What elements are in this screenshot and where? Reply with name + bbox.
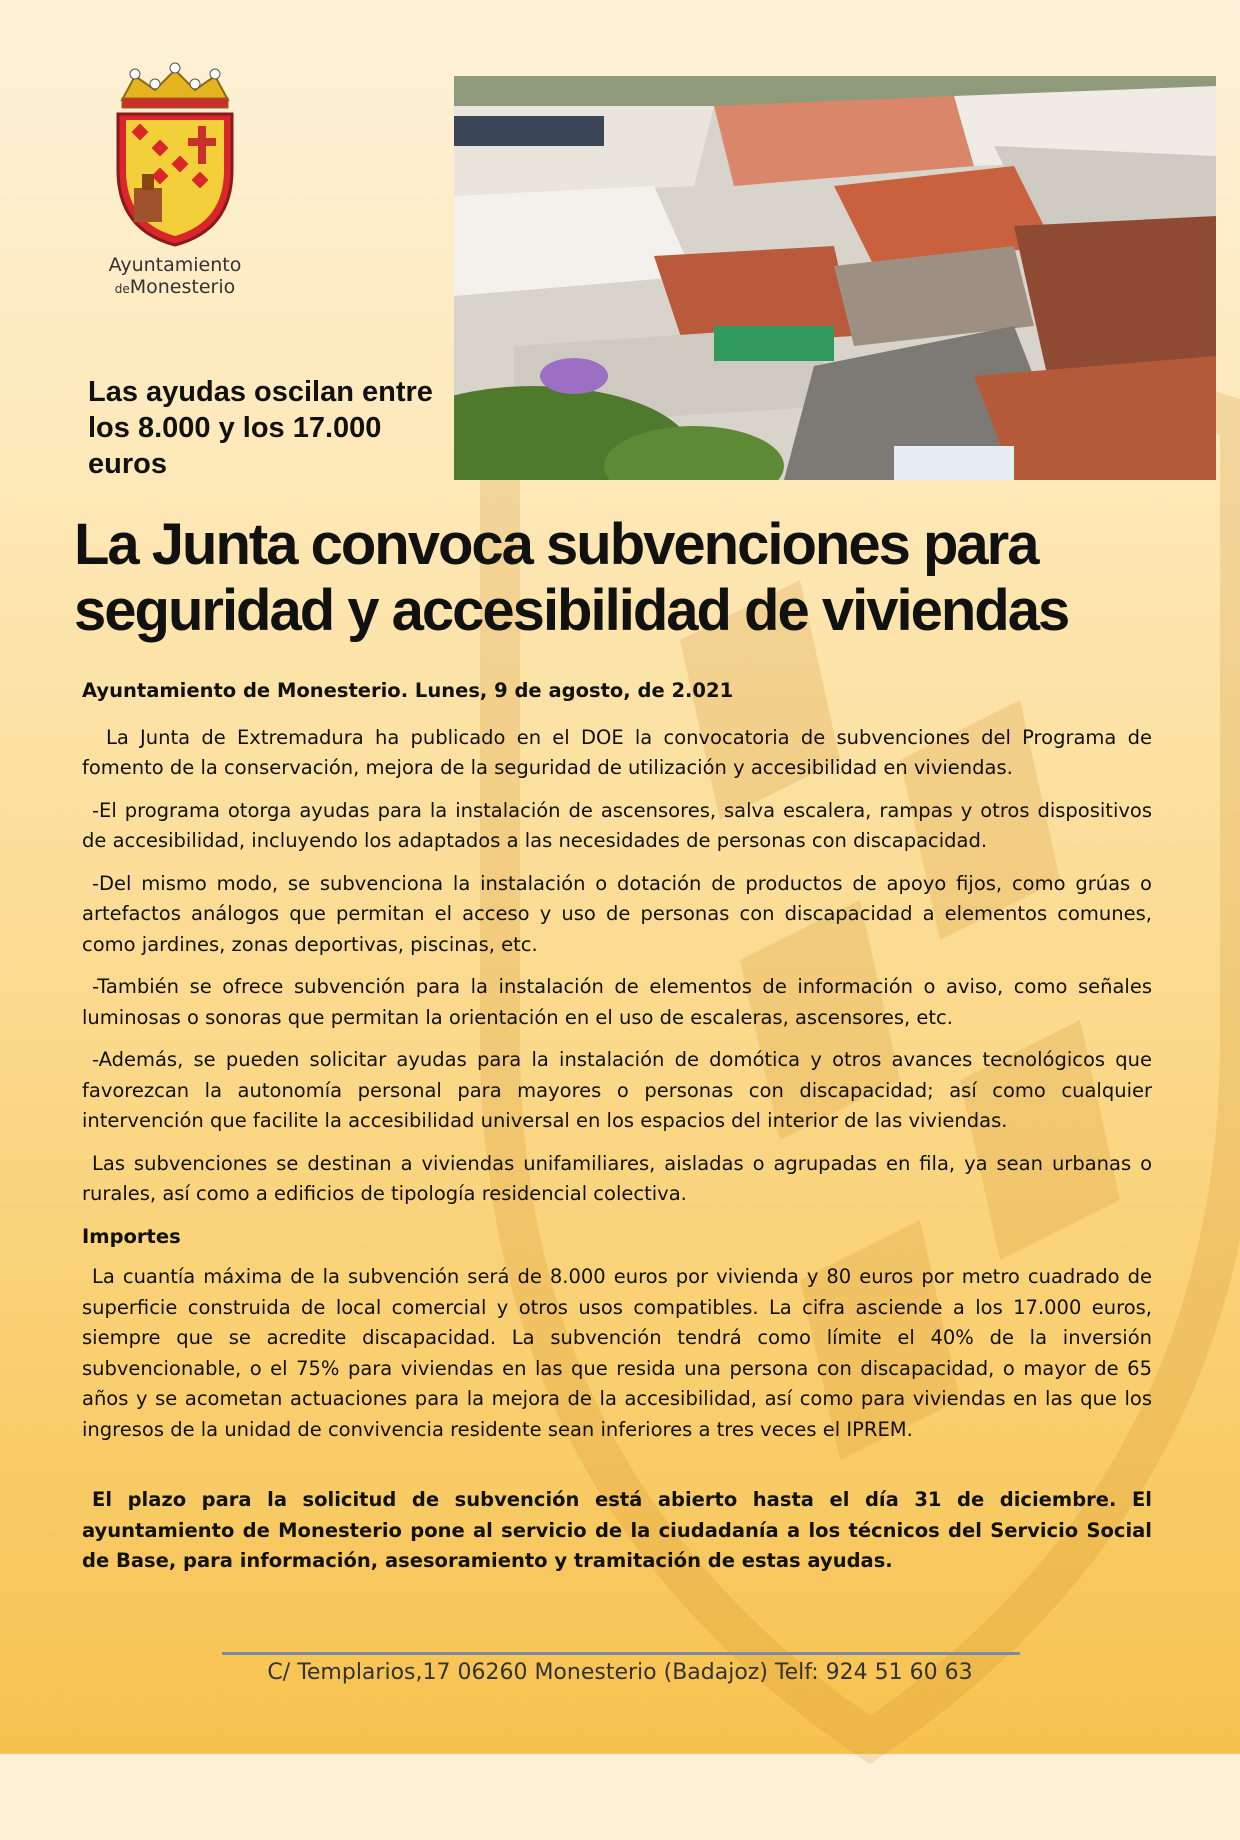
- paragraph: -El programa otorga ayudas para la instalación de ascensores, salva escalera, rampas y otros dispositivos de accesibilidad, incluyendo los adaptados a las necesidades de personas con discapacidad.: [82, 798, 1152, 852]
- logo-text-monesterio: deMonesterio: [114, 276, 236, 298]
- coat-of-arms-icon: [100, 60, 250, 250]
- rooftops-photo: [454, 76, 1216, 480]
- paragraph: -Además, se pueden solicitar ayudas para la instalación de domótica y otros avances tecnológicos que favorezcan la autonomía personal para mayores o personas con discapacidad; así como cualquier intervención que facilite la accesibilidad universal en los espacios del interior de las viviendas.: [82, 1048, 1152, 1132]
- paragraph: -También se ofrece subvención para la instalación de elementos de información o aviso, como señales luminosas o sonoras que permitan la orientación en el uso de escaleras, ascensores, etc.: [82, 975, 1152, 1029]
- municipal-logo: [100, 60, 250, 300]
- paragraph: La Junta de Extremadura ha publicado en el DOE la convocatoria de subvenciones del Programa de fomento de la conservación, mejora de la seguridad de utilización y accesibilidad en viviendas.: [82, 725, 1152, 779]
- subheadline: Las ayudas oscilan entre los 8.000 y los 17.000 euros: [88, 376, 433, 480]
- dateline: Ayuntamiento de Monesterio. Lunes, 9 de agosto, de 2.021: [82, 679, 734, 702]
- page-title: La Junta convoca subvenciones para seguridad y accesibilidad de viviendas: [74, 512, 1069, 643]
- paragraph: -Del mismo modo, se subvenciona la instalación o dotación de productos de apoyo fijos, como grúas o artefactos análogos que permitan el acceso y uso de personas con discapacidad a elementos comunes, como jardines, zonas deportivas, piscinas, etc.: [82, 871, 1152, 956]
- paragraph: Las subvenciones se destinan a viviendas unifamiliares, aisladas o agrupadas en fila, ya sean urbanas o rurales, así como a edificios de tipología residencial colectiva.: [82, 1151, 1152, 1205]
- closing-paragraph: El plazo para la solicitud de subvención está abierto hasta el día 31 de diciembre. El ayuntamiento de Monesterio pone al servicio de la ciudadanía a los técnicos del Servicio Social de Base, para información, asesoramiento y tramitación de estas ayudas.: [82, 1488, 1152, 1572]
- logo-text-ayuntamiento: Ayuntamiento: [108, 254, 242, 276]
- footer-divider: [222, 1652, 1020, 1655]
- article-body: [82, 676, 1152, 1589]
- section-title-importes: Importes: [82, 1224, 181, 1248]
- footer-address: C/ Templarios,17 06260 Monesterio (Badajoz) Telf: 924 51 60 63: [267, 1660, 973, 1685]
- paragraph-importes: La cuantía máxima de la subvención será de 8.000 euros por vivienda y 80 euros por metro cuadrado de superficie construida de local comercial y otros usos compatibles. La cifra asciende a los 17.000 euros, siempre que se acredite discapacidad. La subvención tendrá como límite el 40% de la inversión subvencionable, o el 75% para viviendas en las que resida una persona con discapacidad, o mayor de 65 años y se acometan actuaciones para la mejora de la accesibilidad, así como para viviendas en las que los ingresos de la unidad de convivencia residente sean inferiores a tres veces el IPREM.: [82, 1265, 1152, 1441]
